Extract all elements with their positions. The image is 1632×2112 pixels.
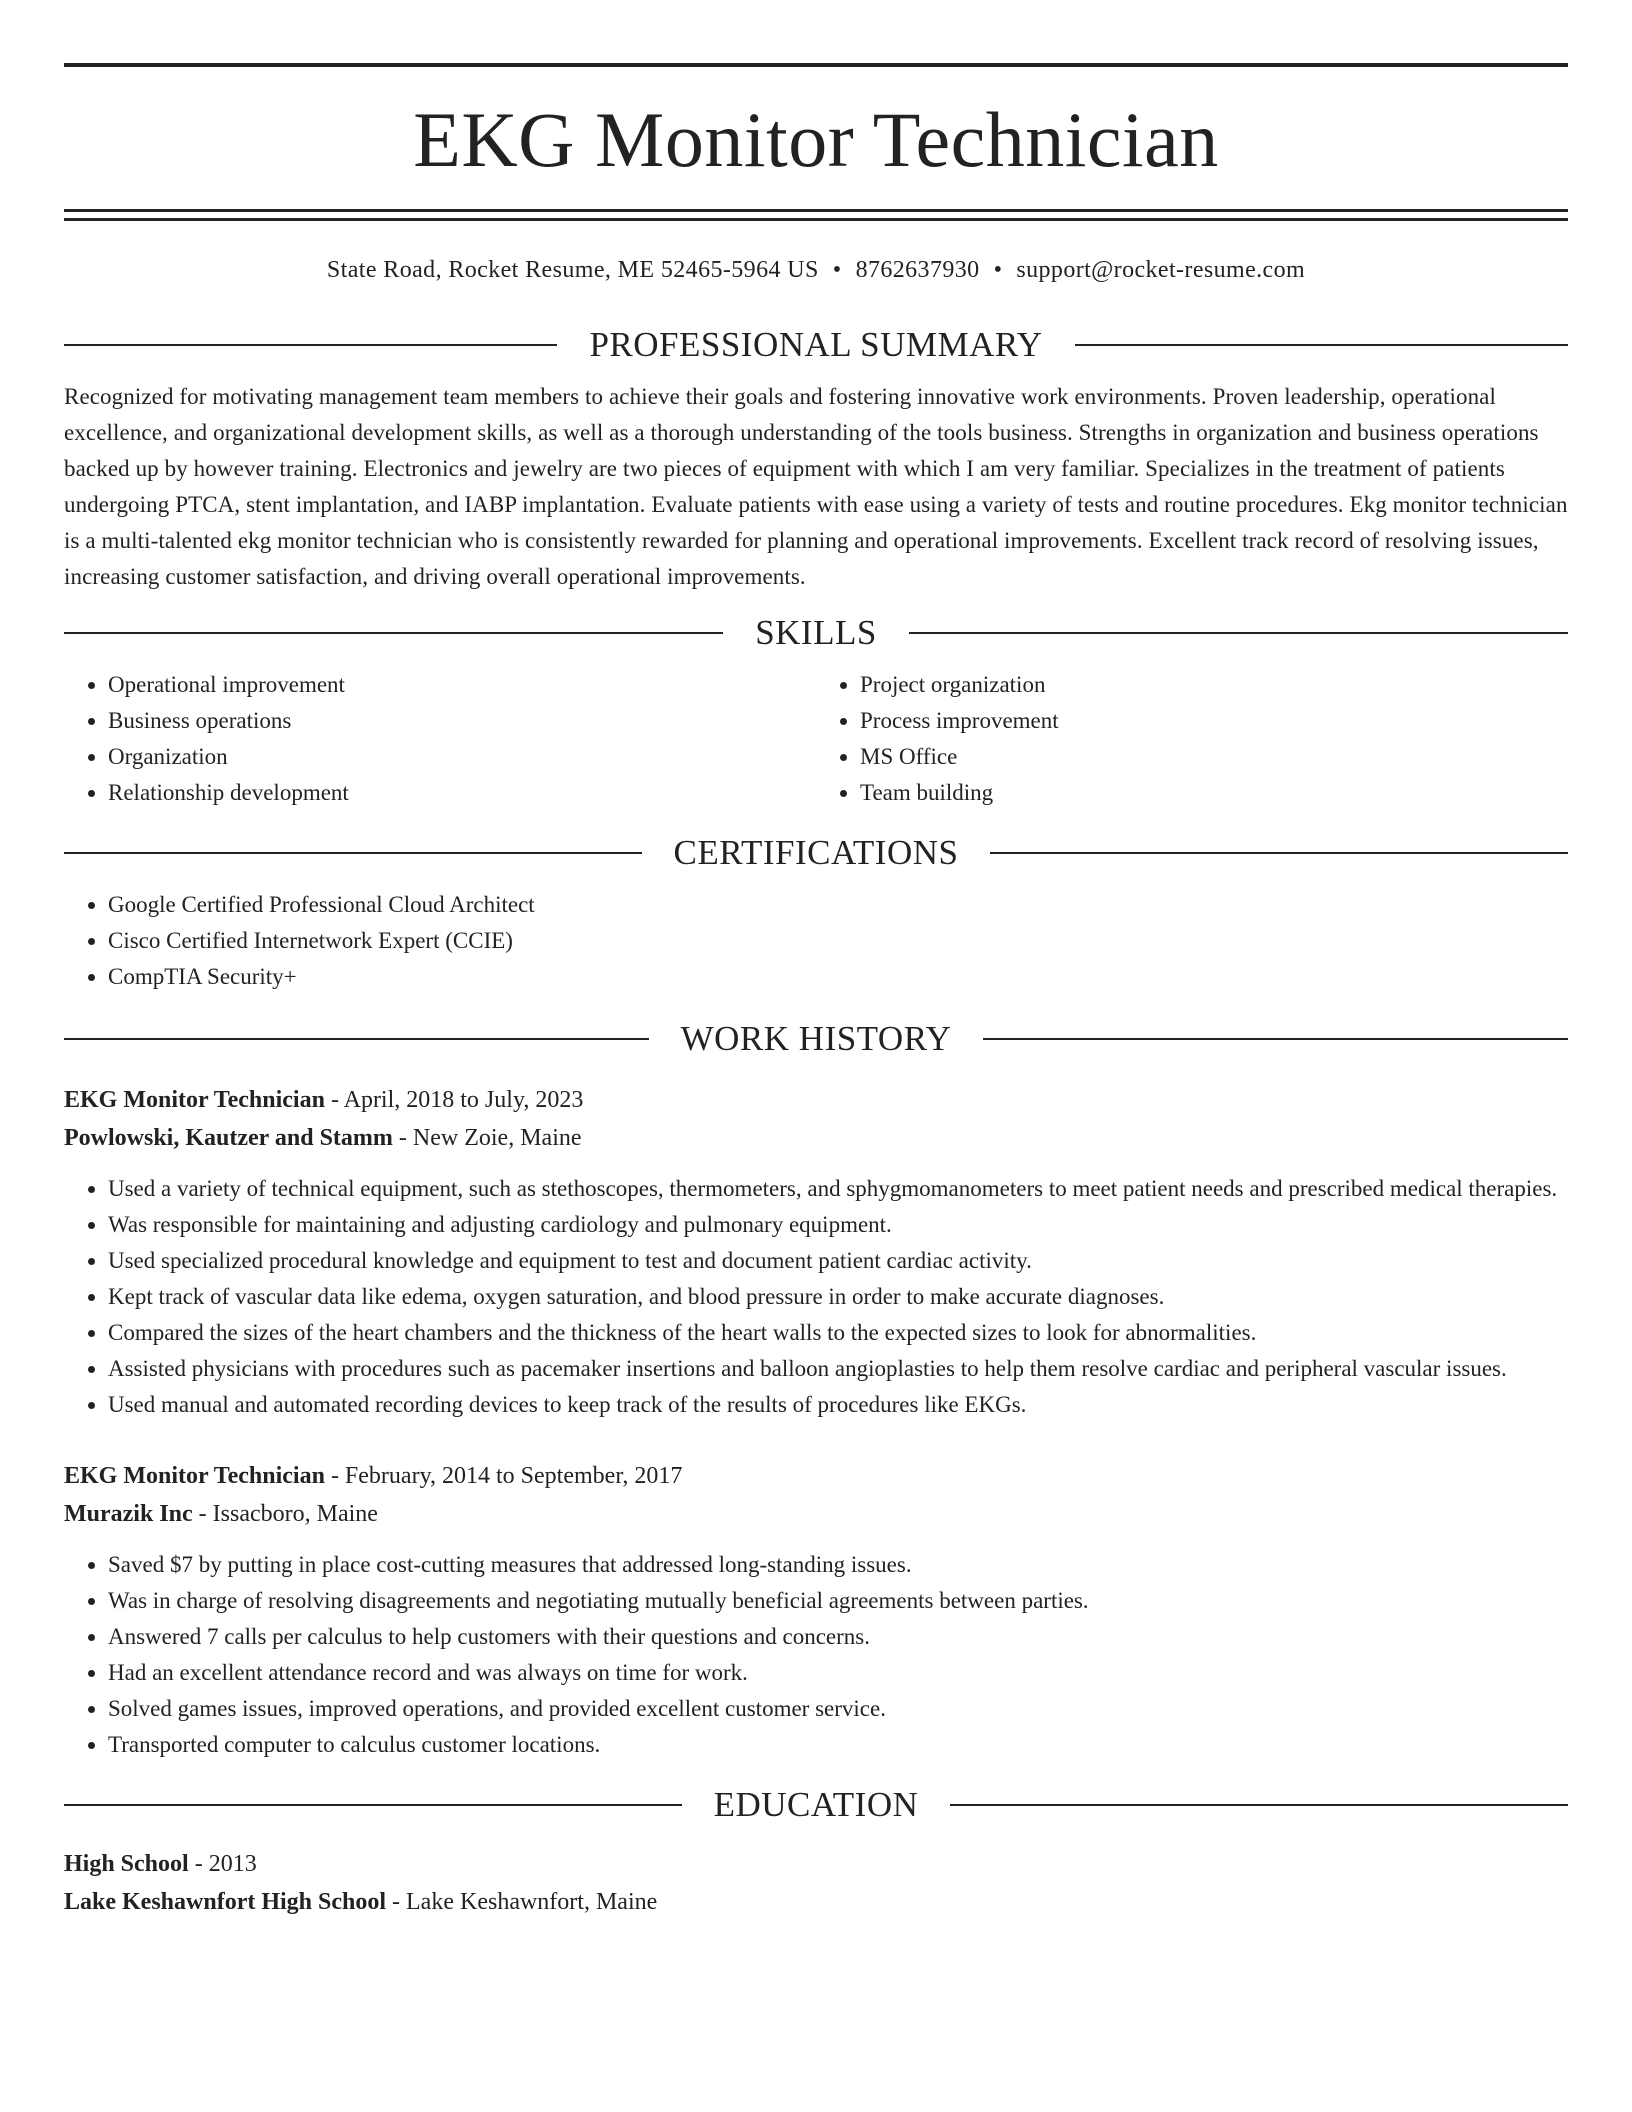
skill-item: • Business operations: [108, 703, 816, 739]
heading-rule-right: [990, 852, 1568, 854]
summary-section-heading: [64, 325, 1568, 365]
heading-rule-left: [64, 1804, 682, 1806]
contact-separator: •: [832, 257, 842, 283]
responsibility-item: • Assisted physicians with procedures such as pacemaker insertions and balloon angioplasties to help them resolve cardiac and peripheral vascular issues.: [108, 1351, 1568, 1387]
summary-heading: PROFESSIONAL SUMMARY: [589, 325, 1043, 364]
responsibility-item: • Saved $7 by putting in place cost-cutting measures that addressed long-standing issues.: [108, 1547, 1568, 1583]
education-entry: [64, 1845, 1568, 1921]
responsibility-item: • Used a variety of technical equipment, such as stethoscopes, thermometers, and sphygmomanometers to meet patient needs and prescribed medical therapies.: [108, 1171, 1568, 1207]
contact-line: [64, 255, 1568, 285]
education-degree-line: [64, 1845, 1568, 1883]
responsibility-item: • Had an excellent attendance record and was always on time for work.: [108, 1655, 1568, 1691]
skill-item: • Relationship development: [108, 775, 816, 811]
responsibility-item: • Used manual and automated recording devices to keep track of the results of procedures like EKGs.: [108, 1387, 1568, 1423]
responsibility-item: • Was in charge of resolving disagreements and negotiating mutually beneficial agreements between parties.: [108, 1583, 1568, 1619]
contact-email: support@rocket-resume.com: [1016, 257, 1306, 283]
certifications-heading: CERTIFICATIONS: [673, 833, 959, 872]
heading-rule-left: [64, 632, 723, 634]
header-double-rule: [64, 209, 1568, 221]
work-heading: WORK HISTORY: [680, 1019, 952, 1058]
skill-item: • Operational improvement: [108, 667, 816, 703]
contact-address: State Road, Rocket Resume, ME 52465-5964 US: [326, 257, 819, 283]
job-company: Murazik Inc: [64, 1501, 193, 1527]
responsibility-item: • Answered 7 calls per calculus to help customers with their questions and concerns.: [108, 1619, 1568, 1655]
certification-item: • Cisco Certified Internetwork Expert (CCIE): [108, 923, 1568, 959]
heading-rule-right: [1075, 344, 1568, 346]
skill-item: • Project organization: [860, 667, 1568, 703]
job-title-line: [64, 1081, 1568, 1119]
job-company-line: [64, 1495, 1568, 1533]
responsibility-item: • Compared the sizes of the heart chambers and the thickness of the heart walls to the expected sizes to look for abnormalities.: [108, 1315, 1568, 1351]
job-company-line: [64, 1119, 1568, 1157]
skill-item: • Process improvement: [860, 703, 1568, 739]
skill-item: • Team building: [860, 775, 1568, 811]
education-school-line: [64, 1883, 1568, 1921]
contact-separator: •: [993, 257, 1003, 283]
job-responsibilities: [64, 1547, 1568, 1763]
heading-rule-left: [64, 344, 557, 346]
summary-text: Recognized for motivating management team members to achieve their goals and fostering innovative work environments. Proven leadership, operational excellence, and organizational development skills, as well as a thorough understanding of the tools business. Strengths in organization and business operations backed up by however training. Electronics and jewelry are two pieces of equipment with which I am very familiar. Specializes in the treatment of patients undergoing PTCA, stent implantation, and IABP implantation. Evaluate patients with ease using a variety of tests and routine procedures. Ekg monitor technician is a multi-talented ekg monitor technician who is consistently rewarded for planning and operational improvements. Excellent track record of resolving issues, increasing customer satisfaction, and driving overall operational improvements.: [64, 384, 1568, 589]
job-location: - New Zoie, Maine: [392, 1125, 582, 1151]
job-company: Powlowski, Kautzer and Stamm: [64, 1125, 393, 1151]
responsibility-item: • Transported computer to calculus customer locations.: [108, 1727, 1568, 1763]
education-year: - 2013: [188, 1851, 257, 1877]
top-rule: [64, 63, 1568, 67]
heading-rule-right: [909, 632, 1568, 634]
job-title-line: [64, 1457, 1568, 1495]
responsibility-item: • Solved games issues, improved operations, and provided excellent customer service.: [108, 1691, 1568, 1727]
skills-list-left: [64, 667, 816, 811]
job-location: - Issacboro, Maine: [192, 1501, 378, 1527]
responsibility-item: • Kept track of vascular data like edema, oxygen saturation, and blood pressure in order to make accurate diagnoses.: [108, 1279, 1568, 1315]
skills-list-right: [816, 667, 1568, 811]
job-dates: - April, 2018 to July, 2023: [324, 1087, 584, 1113]
work-section-heading: [64, 1019, 1568, 1059]
education-section-heading: [64, 1785, 1568, 1825]
education-heading: EDUCATION: [713, 1785, 919, 1824]
job-title: EKG Monitor Technician: [64, 1087, 325, 1113]
heading-rule-right: [950, 1804, 1568, 1806]
responsibility-item: • Was responsible for maintaining and adjusting cardiology and pulmonary equipment.: [108, 1207, 1568, 1243]
skill-item: • Organization: [108, 739, 816, 775]
contact-phone: 8762637930: [855, 257, 980, 283]
job-title: EKG Monitor Technician: [64, 1463, 325, 1489]
heading-rule-left: [64, 1038, 649, 1040]
certification-item: • CompTIA Security+: [108, 959, 1568, 995]
job-entry: [64, 1081, 1568, 1423]
certification-item: • Google Certified Professional Cloud Architect: [108, 887, 1568, 923]
heading-rule-left: [64, 852, 642, 854]
skill-item: • MS Office: [860, 739, 1568, 775]
education-degree: High School: [64, 1851, 189, 1877]
skills-heading: SKILLS: [755, 613, 877, 652]
job-entry: [64, 1457, 1568, 1763]
skills-section-heading: [64, 613, 1568, 653]
certifications-list: [64, 887, 1568, 995]
candidate-name: EKG Monitor Technician: [413, 96, 1219, 183]
job-responsibilities: [64, 1171, 1568, 1423]
heading-rule-right: [983, 1038, 1568, 1040]
skills-grid: [64, 667, 1568, 811]
certifications-section-heading: [64, 833, 1568, 873]
responsibility-item: • Used specialized procedural knowledge and equipment to test and document patient cardiac activity.: [108, 1243, 1568, 1279]
education-school: Lake Keshawnfort High School: [64, 1889, 387, 1915]
job-dates: - February, 2014 to September, 2017: [324, 1463, 683, 1489]
education-location: - Lake Keshawnfort, Maine: [386, 1889, 658, 1915]
